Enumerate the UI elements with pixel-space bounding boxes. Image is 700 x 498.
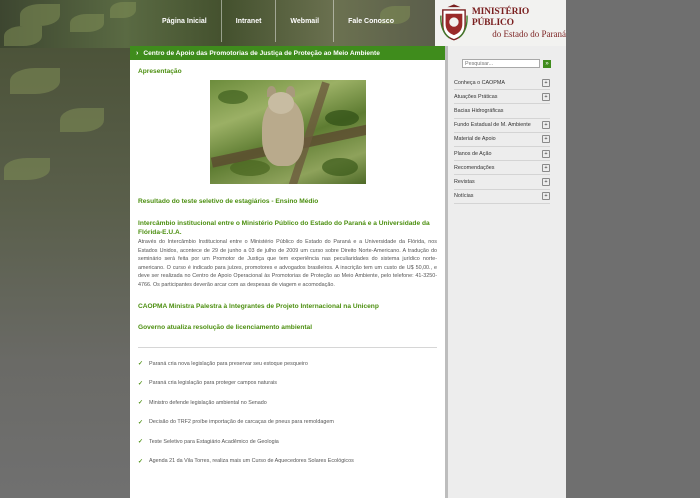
monkey-photo bbox=[210, 80, 366, 184]
news-list bbox=[138, 354, 437, 471]
plus-icon[interactable]: + bbox=[542, 192, 550, 200]
sidebar-item-fundo[interactable]: Fundo Estadual de M. Ambiente + bbox=[454, 119, 550, 133]
sidebar-item-noticias[interactable]: Notícias + bbox=[454, 190, 550, 204]
divider bbox=[138, 347, 437, 348]
sidebar-item-atuacoes[interactable]: Atuações Práticas + bbox=[454, 90, 550, 104]
sidebar-item-recomendacoes[interactable]: Recomendações + bbox=[454, 161, 550, 175]
right-background bbox=[566, 0, 700, 498]
logo-line2: do Estado do Paraná bbox=[492, 28, 566, 39]
sidebar-menu bbox=[454, 76, 550, 204]
leaf-decoration bbox=[70, 14, 104, 32]
governo-link[interactable]: Governo atualiza resolução de licenciamento ambiental bbox=[138, 324, 313, 331]
coat-of-arms-icon bbox=[440, 3, 468, 43]
news-item[interactable]: ✓ Agenda 21 da Vila Torres, realiza mais um Curso de Aquecedores Solares Ecológicos bbox=[138, 458, 354, 465]
leaf-decoration bbox=[20, 4, 60, 26]
news-item[interactable]: ✓ Decisão do TRF2 proíbe importação de carcaças de pneus para remoldagem bbox=[138, 419, 334, 426]
section-title: Centro de Apoio das Promotorias de Justiça de Proteção ao Meio Ambiente bbox=[143, 49, 380, 57]
check-icon: ✓ bbox=[138, 361, 144, 368]
nav-contact[interactable]: Fale Conosco bbox=[333, 0, 408, 42]
news-item[interactable]: ✓ Teste Seletivo para Estagiário Acadêmico de Geologia bbox=[138, 438, 279, 446]
left-foliage-background bbox=[0, 48, 130, 498]
section-header bbox=[130, 46, 445, 60]
check-icon: ✓ bbox=[138, 439, 144, 446]
leaf-decoration bbox=[4, 158, 50, 180]
logo-text bbox=[472, 7, 566, 40]
leaf-decoration bbox=[110, 2, 136, 18]
leaf-decoration bbox=[60, 108, 104, 132]
check-icon: ✓ bbox=[138, 380, 144, 387]
logo-line1: MINISTÉRIO PÚBLICO bbox=[471, 6, 530, 28]
apresentacao-heading[interactable]: Apresentação bbox=[138, 68, 182, 75]
plus-icon[interactable]: + bbox=[542, 178, 550, 186]
sidebar bbox=[448, 46, 566, 498]
intercambio-link[interactable]: Intercâmbio institucional entre o Ministério Público do Estado do Paraná e a Universidade da Flórida-E.U.A. bbox=[138, 220, 430, 236]
news-item[interactable]: ✓ Paraná cria legislação para proteger campos naturais bbox=[138, 380, 277, 387]
plus-icon[interactable]: + bbox=[542, 121, 550, 129]
intercambio-text: Através do Intercâmbio Institucional entre o Ministério Público do Estado do Paraná e a Universidade da Flórida, nos Estados Unidos, acontece de 29 de junho a 03 de julho de 2009 um curso sobre Direito Norte-Americano. A tradução do seminário será feita por um Promotor de Justiça que tem experiência nas peculiaridades do sistema jurídico norte-americano. O curso é indicado para juízes, promotores e advogados brasileiros. A inscrição tem um custo de U$ 50,00., e deve ser realizada no Centro de Apoio Operacional às Promotorias de Proteção ao Meio Ambiente, pelo telefone: 41-3250-4766. Os participantes deverão arcar com as despesas de viagem e acomodação. bbox=[138, 239, 437, 288]
check-icon: ✓ bbox=[138, 400, 144, 407]
leaf-decoration bbox=[10, 68, 60, 94]
caopma-link[interactable]: CAOPMA Ministra Palestra à Integrantes de Projeto Internacional na Unicenp bbox=[138, 303, 379, 310]
resultado-link[interactable]: Resultado do teste seletivo de estagiários - Ensino Médio bbox=[138, 198, 319, 205]
top-navigation bbox=[148, 0, 408, 42]
search-input[interactable] bbox=[462, 59, 540, 68]
search-box bbox=[462, 59, 551, 68]
plus-icon[interactable]: + bbox=[542, 150, 550, 158]
sidebar-item-material[interactable]: Material de Apoio + bbox=[454, 133, 550, 147]
news-item[interactable]: ✓ Paraná cria nova legislação para preservar seu estoque pesqueiro bbox=[138, 360, 308, 368]
nav-intranet[interactable]: Intranet bbox=[221, 0, 276, 42]
search-button[interactable]: » bbox=[543, 60, 551, 68]
check-icon: ✓ bbox=[138, 419, 144, 426]
check-icon: ✓ bbox=[138, 458, 144, 465]
sidebar-item-revistas[interactable]: Revistas + bbox=[454, 175, 550, 189]
nav-webmail[interactable]: Webmail bbox=[275, 0, 333, 42]
sidebar-item-planos[interactable]: Planos de Ação + bbox=[454, 147, 550, 161]
plus-icon[interactable]: + bbox=[542, 164, 550, 172]
sidebar-item-bacias[interactable]: Bacias Hidrográficas bbox=[454, 104, 550, 118]
plus-icon[interactable]: + bbox=[542, 79, 550, 87]
news-item[interactable]: ✓ Ministro defende legislação ambiental no Senado bbox=[138, 399, 267, 407]
sidebar-item-conheca[interactable]: Conheça o CAOPMA + bbox=[454, 76, 550, 90]
leaf-decoration bbox=[4, 26, 42, 46]
chevron-right-icon: › bbox=[136, 49, 139, 57]
plus-icon[interactable]: + bbox=[542, 135, 550, 143]
site-logo[interactable] bbox=[435, 0, 566, 46]
plus-icon[interactable]: + bbox=[542, 93, 550, 101]
nav-home[interactable]: Página Inicial bbox=[162, 17, 207, 25]
main-content bbox=[130, 46, 448, 498]
